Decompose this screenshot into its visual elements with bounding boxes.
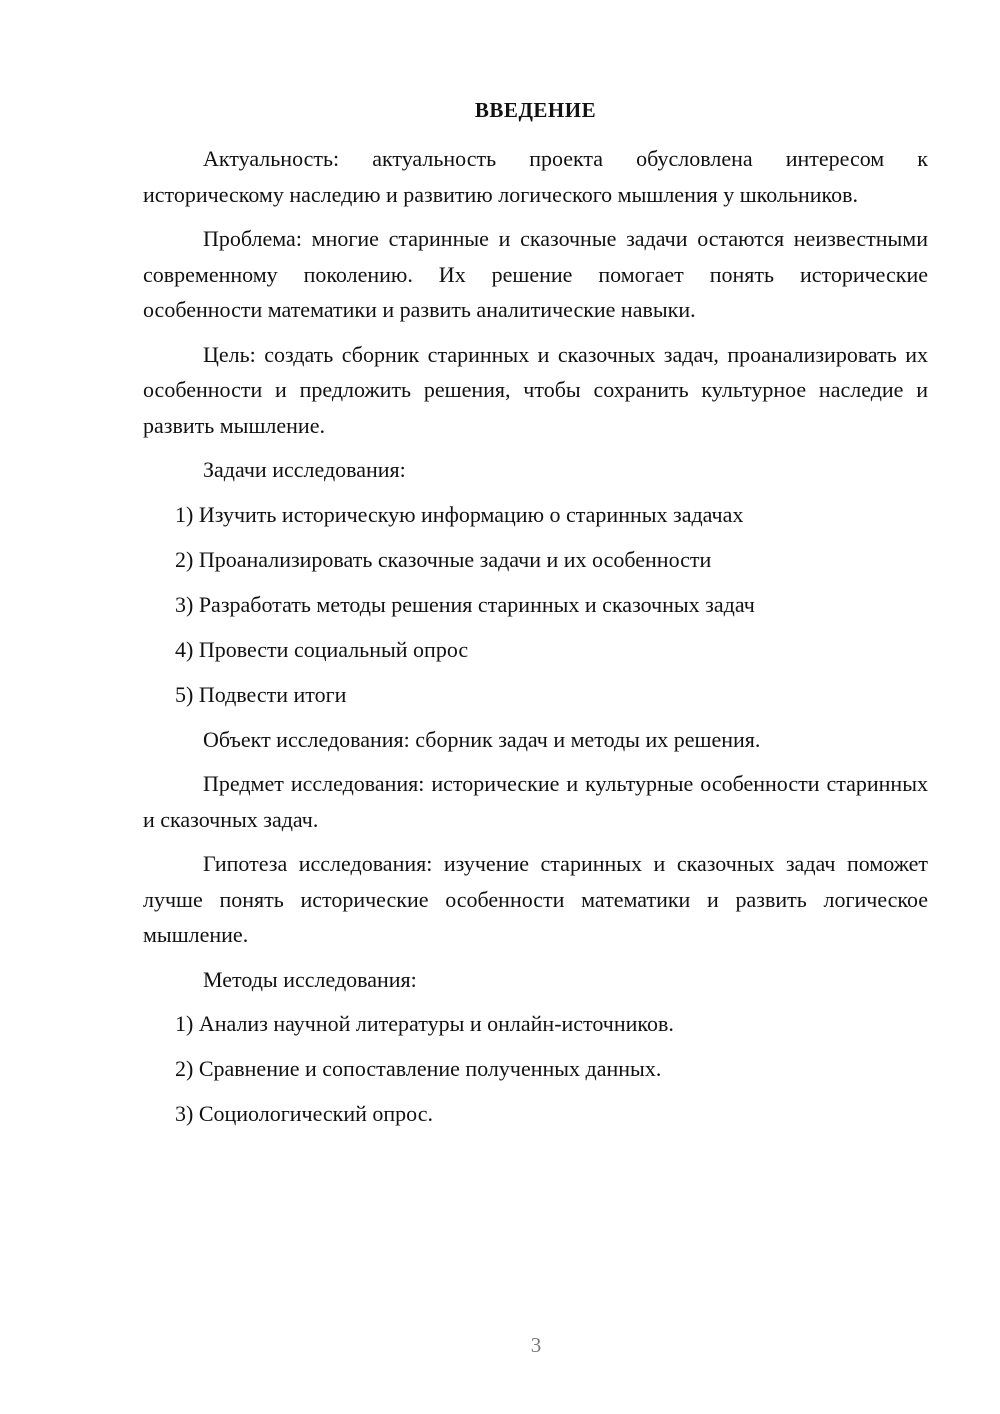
list-item: 4) Провести социальный опрос	[175, 636, 469, 662]
object-paragraph: Объект исследования: сборник задач и методы их решения.	[203, 726, 761, 752]
section-title: ВВЕДЕНИЕ	[474, 98, 597, 122]
document-page	[143, 95, 928, 1141]
problem-paragraph: Проблема: многие старинные и сказочные задачи остаются неизвестными современному поколению. Их решение помогает понять исторические особенности математики и развить аналитические навыки.	[143, 226, 928, 322]
list-item: 1) Изучить историческую информацию о старинных задачах	[175, 501, 744, 527]
relevance-paragraph: Актуальность: актуальность проекта обусловлена интересом к историческому наследию и развитию логического мышления у школьников.	[143, 146, 928, 207]
list-item: 3) Разработать методы решения старинных и сказочных задач	[175, 591, 755, 617]
list-item: 3) Социологический опрос.	[175, 1101, 433, 1126]
methods-list	[143, 1006, 928, 1132]
methods-heading: Методы исследования:	[203, 966, 417, 992]
hypothesis-paragraph: Гипотеза исследования: изучение старинных и сказочных задач поможет лучше понять исторические особенности математики и развить логическое мышление.	[143, 851, 928, 947]
list-item: 2) Сравнение и сопоставление полученных данных.	[175, 1056, 662, 1081]
tasks-heading: Задачи исследования:	[203, 457, 406, 482]
list-item: 5) Подвести итоги	[175, 681, 347, 707]
subject-paragraph: Предмет исследования: исторические и культурные особенности старинных и сказочных задач.	[143, 771, 928, 832]
list-item: 2) Проанализировать сказочные задачи и их особенности	[175, 546, 712, 572]
page-number: 3	[530, 1333, 542, 1357]
goal-paragraph: Цель: создать сборник старинных и сказочных задач, проанализировать их особенности и предложить решения, чтобы сохранить культурное наследие и развить мышление.	[143, 341, 928, 438]
list-item: 1) Анализ научной литературы и онлайн-источников.	[175, 1011, 674, 1036]
tasks-list	[143, 497, 928, 713]
